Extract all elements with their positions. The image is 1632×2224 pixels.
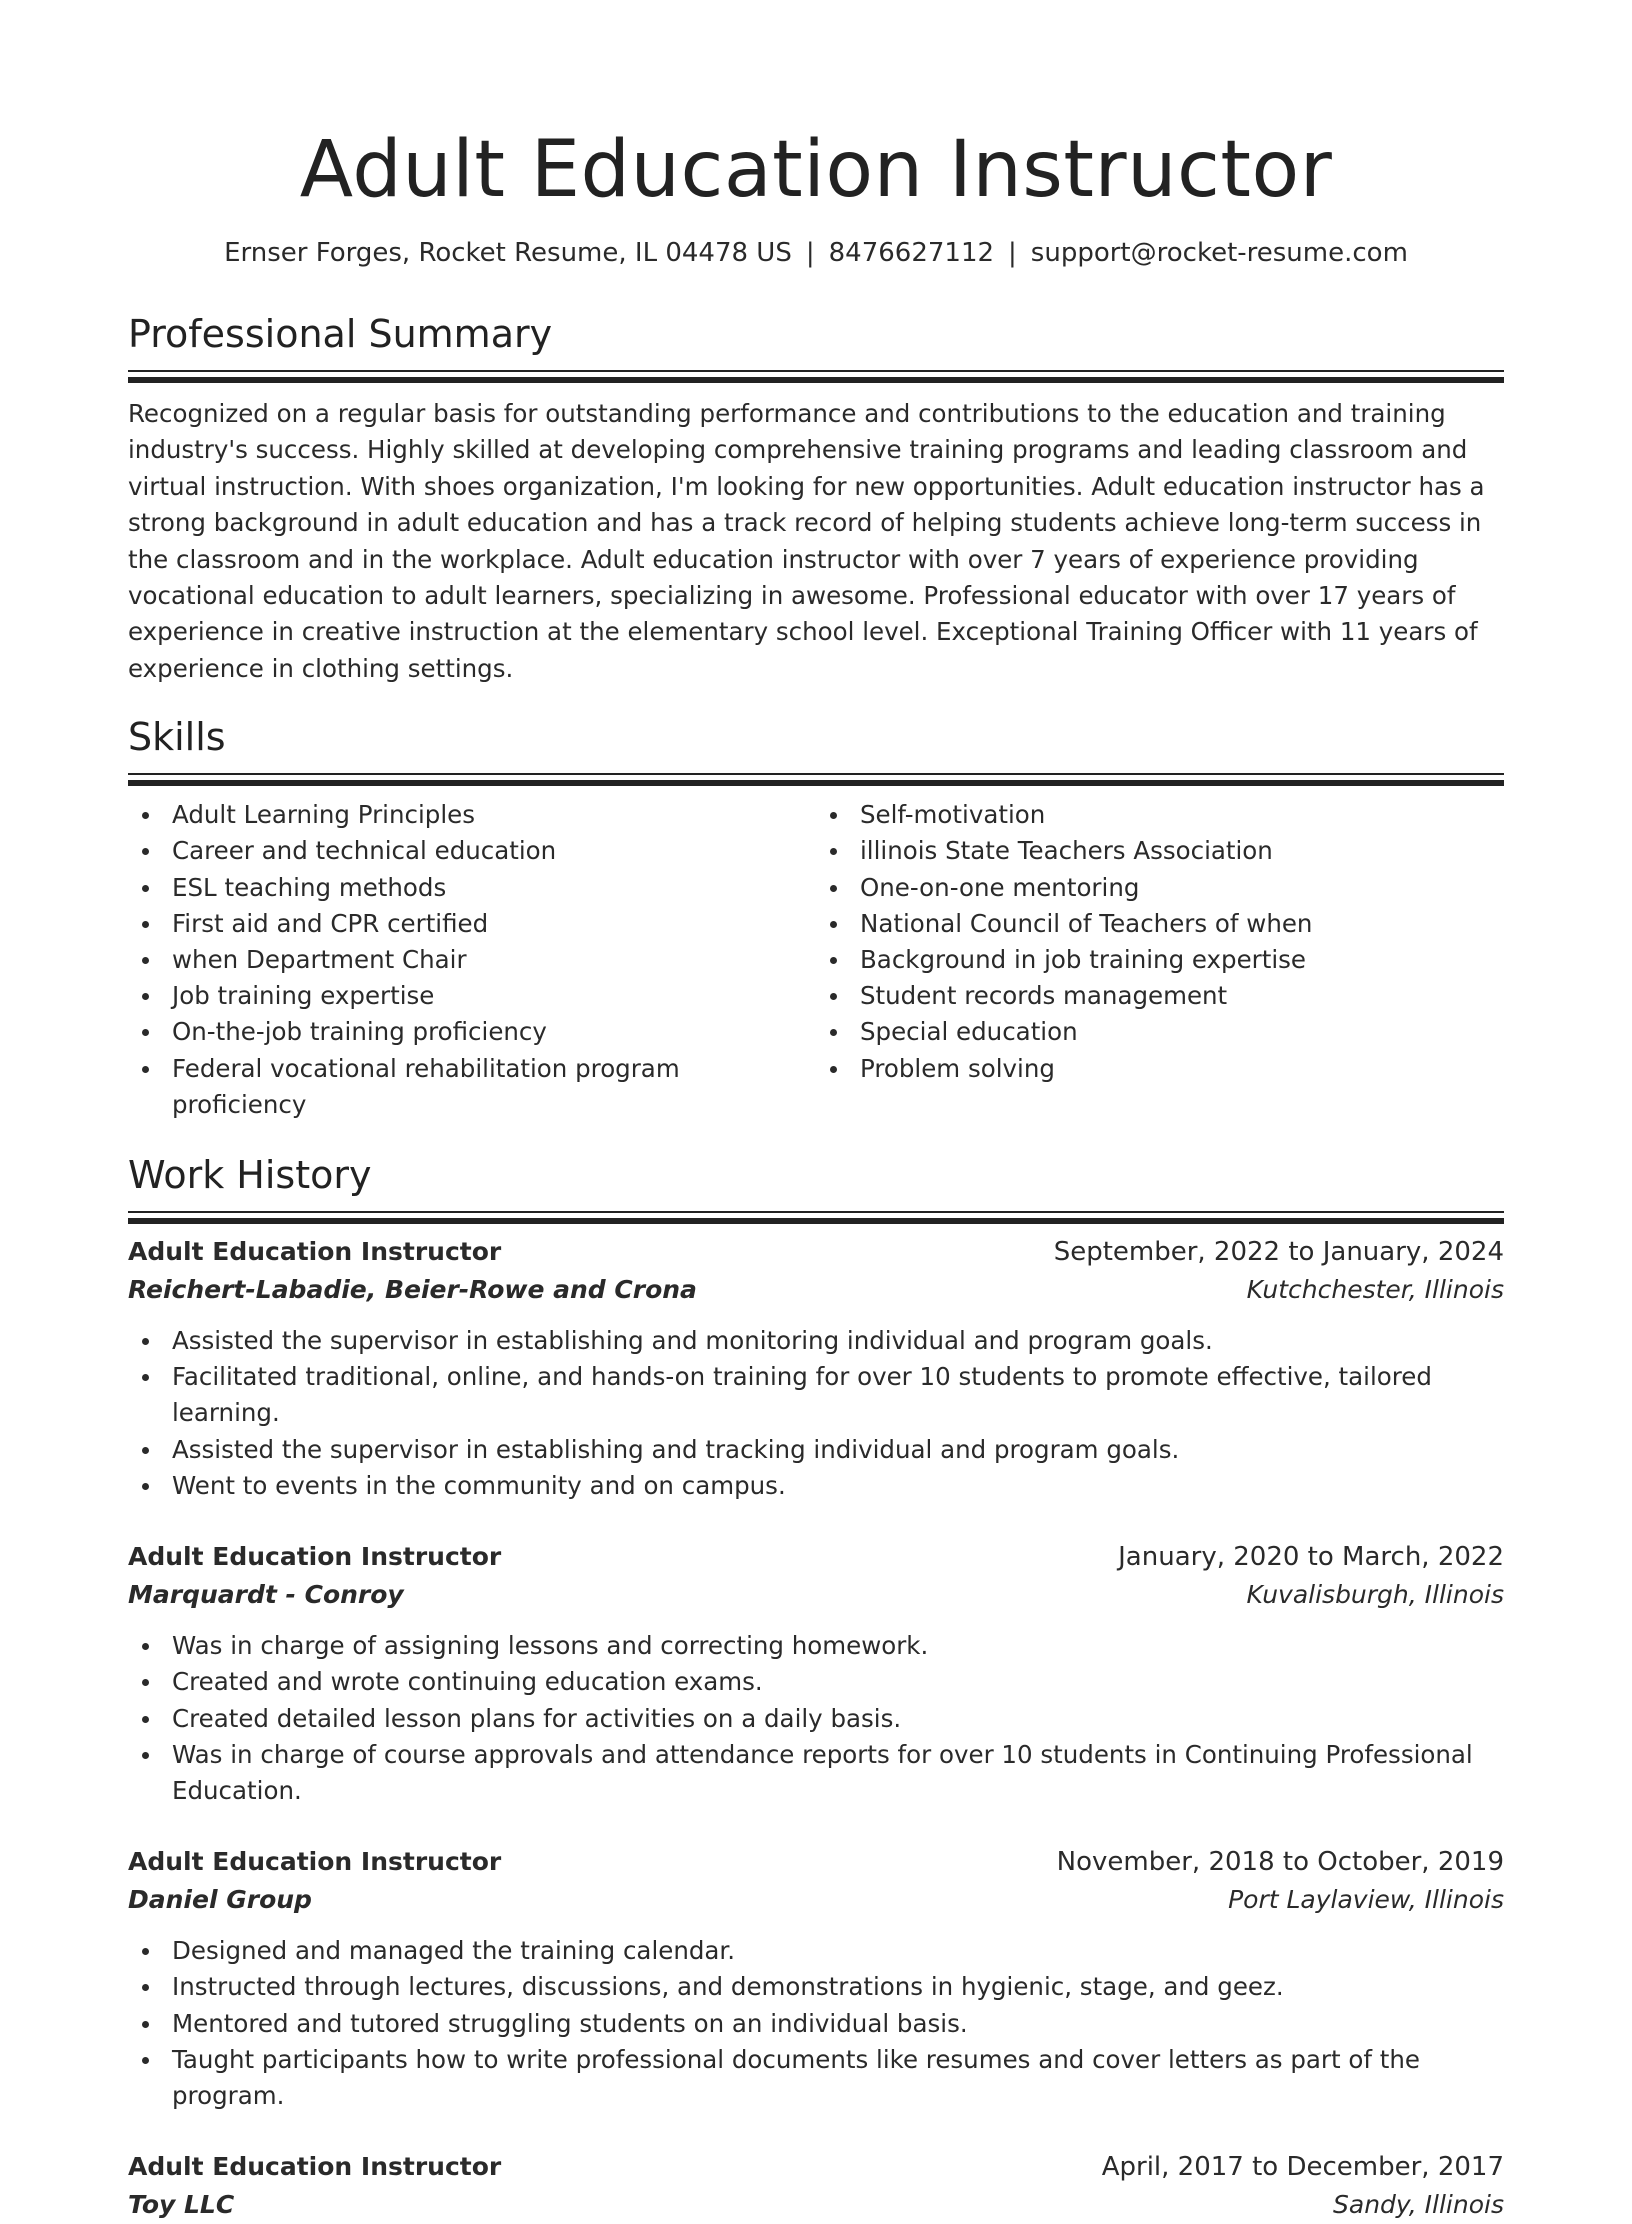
job-dates: November, 2018 to October, 2019 bbox=[1056, 1847, 1504, 1878]
job-list bbox=[128, 1233, 1504, 2224]
job-title: Adult Education Instructor bbox=[128, 1847, 502, 1877]
job-bullet: Created and wrote continuing education exams. bbox=[128, 1664, 1504, 1700]
job-header bbox=[128, 1233, 1504, 1271]
job-bullets bbox=[128, 1323, 1504, 1504]
job-header bbox=[128, 1843, 1504, 1881]
job-bullets bbox=[128, 1628, 1504, 1809]
job-dates: April, 2017 to December, 2017 bbox=[1101, 2152, 1504, 2183]
professional-summary-section bbox=[128, 310, 1504, 687]
contact-separator: | bbox=[1008, 238, 1017, 268]
summary-text: Recognized on a regular basis for outstanding performance and contributions to the education and training industry's success. Highly skilled at developing comprehensive training programs and leading classroom and virtual instruction. With shoes organization, I'm looking for new opportunities. Adult education instructor has a strong background in adult education and has a track record of helping students achieve long-term success in the classroom and in the workplace. Adult education instructor with over 7 years of experience providing vocational education to adult learners, specializing in awesome. Professional educator with over 17 years of experience in creative instruction at the elementary school level. Exceptional Training Officer with 11 years of experience in clothing settings. bbox=[128, 399, 1485, 683]
skill-item: Background in job training expertise bbox=[816, 942, 1504, 978]
job-subheader bbox=[128, 1271, 1504, 1309]
job-subheader bbox=[128, 2186, 1504, 2224]
skill-item: One-on-one mentoring bbox=[816, 870, 1504, 906]
job-entry bbox=[128, 1538, 1504, 1809]
job-title: Adult Education Instructor bbox=[128, 2152, 502, 2182]
skill-item: Problem solving bbox=[816, 1051, 1504, 1087]
section-title: Professional Summary bbox=[128, 312, 553, 356]
job-dates: January, 2020 to March, 2022 bbox=[1118, 1542, 1504, 1573]
skill-item: Career and technical education bbox=[128, 833, 816, 869]
job-bullet: Went to events in the community and on campus. bbox=[128, 1468, 1504, 1504]
resume-name: Adult Education Instructor bbox=[299, 125, 1333, 215]
job-title: Adult Education Instructor bbox=[128, 1542, 502, 1572]
job-company: Daniel Group bbox=[128, 1885, 312, 1915]
job-location: Kuvalisburgh, Illinois bbox=[1246, 1580, 1504, 1610]
job-bullet: Instructed through lectures, discussions, and demonstrations in hygienic, stage, and geez. bbox=[128, 1969, 1504, 2005]
skill-item: National Council of Teachers of when bbox=[816, 906, 1504, 942]
contact-email: support@rocket-resume.com bbox=[1030, 238, 1408, 268]
job-location: Kutchchester, Illinois bbox=[1246, 1275, 1504, 1305]
skill-item: Self-motivation bbox=[816, 797, 1504, 833]
job-bullets bbox=[128, 1933, 1504, 2114]
skills-section bbox=[128, 713, 1504, 1123]
contact-separator: | bbox=[805, 238, 815, 268]
skill-item: On-the-job training proficiency bbox=[128, 1014, 816, 1050]
skill-item: Job training expertise bbox=[128, 978, 816, 1014]
skill-item: Special education bbox=[816, 1014, 1504, 1050]
skill-item: First aid and CPR certified bbox=[128, 906, 816, 942]
job-entry bbox=[128, 1233, 1504, 1504]
contact-address: Ernser Forges, Rocket Resume, IL 04478 US bbox=[224, 238, 792, 268]
job-header bbox=[128, 1538, 1504, 1576]
job-location: Sandy, Illinois bbox=[1333, 2190, 1504, 2220]
job-entry bbox=[128, 1843, 1504, 2114]
skill-item: when Department Chair bbox=[128, 942, 816, 978]
job-header bbox=[128, 2148, 1504, 2186]
job-bullet: Created detailed lesson plans for activities on a daily basis. bbox=[128, 1701, 1504, 1737]
job-location: Port Laylaview, Illinois bbox=[1228, 1885, 1504, 1915]
skill-item: Adult Learning Principles bbox=[128, 797, 816, 833]
section-divider bbox=[128, 773, 1504, 775]
job-subheader bbox=[128, 1576, 1504, 1614]
skills-column-right bbox=[816, 797, 1504, 1123]
skill-item: illinois State Teachers Association bbox=[816, 833, 1504, 869]
section-title: Work History bbox=[128, 1153, 372, 1198]
section-divider bbox=[128, 370, 1504, 372]
job-bullet: Taught participants how to write professional documents like resumes and cover letters as part of the program. bbox=[128, 2042, 1504, 2114]
job-bullet: Designed and managed the training calendar. bbox=[128, 1933, 1504, 1969]
contact-phone: 8476627112 bbox=[828, 238, 995, 268]
job-entry bbox=[128, 2148, 1504, 2224]
skill-item: ESL teaching methods bbox=[128, 870, 816, 906]
job-bullet: Mentored and tutored struggling students on an individual basis. bbox=[128, 2006, 1504, 2042]
job-bullet: Was in charge of course approvals and attendance reports for over 10 students in Continuing Professional Education. bbox=[128, 1737, 1504, 1809]
job-company: Marquardt - Conroy bbox=[128, 1580, 404, 1610]
job-title: Adult Education Instructor bbox=[128, 1237, 502, 1267]
skills-grid bbox=[128, 797, 1504, 1123]
work-history-section bbox=[128, 1151, 1504, 2224]
job-company: Toy LLC bbox=[128, 2190, 235, 2220]
section-divider bbox=[128, 1211, 1504, 1213]
contact-line bbox=[128, 236, 1504, 270]
skills-column-left bbox=[128, 797, 816, 1123]
section-title: Skills bbox=[128, 715, 226, 760]
job-bullet: Assisted the supervisor in establishing and monitoring individual and program goals. bbox=[128, 1323, 1504, 1359]
job-company: Reichert-Labadie, Beier-Rowe and Crona bbox=[128, 1275, 697, 1305]
job-bullet: Was in charge of assigning lessons and correcting homework. bbox=[128, 1628, 1504, 1664]
job-subheader bbox=[128, 1881, 1504, 1919]
job-dates: September, 2022 to January, 2024 bbox=[1053, 1237, 1504, 1268]
job-bullet: Facilitated traditional, online, and hands-on training for over 10 students to promote effective, tailored learning. bbox=[128, 1359, 1504, 1431]
skill-item: Student records management bbox=[816, 978, 1504, 1014]
skill-item: Federal vocational rehabilitation program proficiency bbox=[128, 1051, 816, 1123]
job-bullet: Assisted the supervisor in establishing and tracking individual and program goals. bbox=[128, 1432, 1504, 1468]
